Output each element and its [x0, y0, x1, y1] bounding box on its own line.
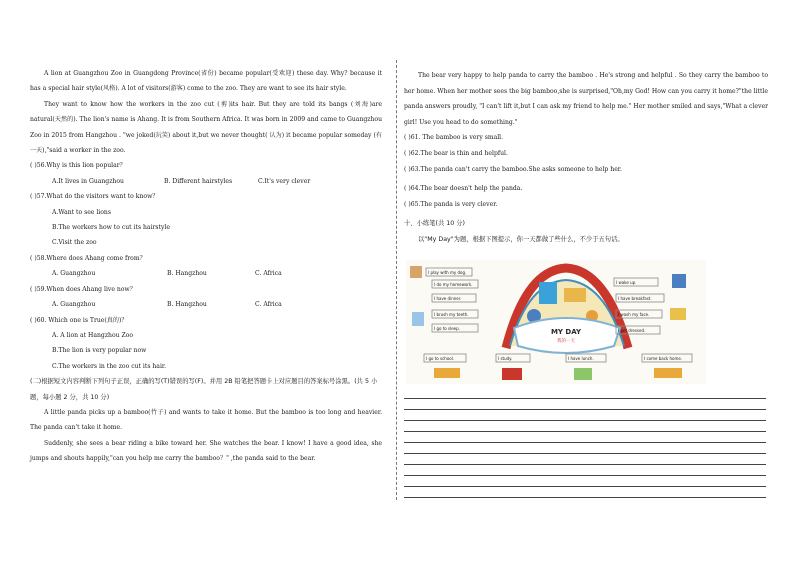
mind-bottom-2: I study. [498, 356, 513, 361]
writing-line[interactable] [404, 487, 766, 498]
bus-home-icon [654, 368, 682, 378]
option-c: C. Africa [255, 301, 282, 309]
mind-left-1: I play with my dog. [428, 270, 467, 275]
column-divider [396, 60, 397, 500]
mind-center-subtitle: 我的一天 [557, 339, 575, 344]
option-b: B. Hangzhou [167, 270, 207, 278]
option-b: B.The lion is very popular now [52, 347, 147, 355]
writing-line[interactable] [404, 454, 766, 465]
mind-map-illustration [406, 260, 706, 384]
option-b: B.The workers how to cut its hairstyle [52, 224, 171, 232]
option-c: C. Africa [255, 270, 282, 278]
passage-panda-p3: The bear very happy to help panda to carry the bamboo . He's strong and helpful . So they carry the bamboo to her home. When her mother sees the big bamboo,she is surprised,"Oh,my God! How can you carry it home?"the little panda answers proudly, "I can't lift it,but I can ask my friend to help me." Her mother smiled and says,"What a clever girl! Use you head to do something." [404, 72, 768, 126]
mind-bottom-1: I go to school. [426, 356, 455, 361]
writing-line[interactable] [404, 443, 766, 454]
question-56-options [52, 174, 382, 189]
mind-left-3: I have dinner. [434, 296, 462, 301]
statement-65: ( )65.The panda is very clever. [404, 200, 498, 208]
writing-line[interactable] [404, 399, 766, 410]
writing-line[interactable] [404, 432, 766, 443]
option-a: A. Guangzhou [52, 301, 96, 309]
statement-64: ( )64.The bear doesn't help the panda. [404, 185, 523, 193]
alarm-clock-icon [672, 274, 686, 288]
breakfast-icon [564, 288, 586, 302]
question-56: ( )56.Why is this lion popular？ [30, 162, 126, 170]
option-c: C.The workers in the zoo cut its hair. [52, 362, 167, 370]
section-10-title: 十、小练笔(共 10 分) [404, 220, 466, 228]
statement-61: ( )61. The bamboo is very small. [404, 134, 504, 142]
mind-left-5: I go to sleep. [434, 326, 460, 331]
mind-bottom-4: I come back home. [644, 356, 683, 361]
passage-panda-p1: A little panda picks up a bamboo(竹子) and wants to take it home. But the bamboo is too long and heavier. The panda can't take it home. [30, 408, 382, 432]
mind-right-3: I wash my face. [618, 312, 650, 317]
question-60: ( )60. Which one is True(真的)？ [30, 316, 128, 324]
option-a: A. A lion at Hangzhou Zoo [52, 331, 134, 339]
writing-line[interactable] [404, 388, 766, 399]
statement-62: ( )62.The bear is thin and helpful. [404, 149, 508, 157]
option-c: C.Visit the zoo [52, 239, 97, 247]
mind-right-4: I get dressed. [618, 328, 646, 333]
statement-63: ( )63.The panda can't carry the bamboo.She asks someone to help her. [404, 165, 622, 173]
writing-line[interactable] [404, 465, 766, 476]
passage-panda-p2: Suddenly, she sees a bear riding a bike toward her. She watches the bear. I know! I have a good idea, she jumps and shouts happily,"can you help me carry the bamboo？" ,the panda said to the bear. [30, 439, 382, 463]
school-bus-icon [434, 368, 460, 378]
bathroom-icon [412, 312, 424, 326]
mind-bottom-3: I have lunch. [568, 356, 594, 361]
lunch-icon [574, 368, 592, 380]
option-a: A.Want to see lions [52, 208, 111, 216]
option-a: A.It lives in Guangzhou [52, 177, 124, 185]
mind-right-1: I wake up. [616, 280, 637, 285]
left-column [30, 66, 382, 467]
question-59-options [52, 297, 382, 312]
mind-center-title: MY DAY [550, 328, 582, 336]
writing-line[interactable] [404, 476, 766, 487]
my-day-mind-map [406, 260, 706, 384]
writing-line[interactable] [404, 410, 766, 421]
question-59: ( )59.When does Ahang live now？ [30, 285, 136, 293]
writing-line[interactable] [404, 421, 766, 432]
option-a: A. Guangzhou [52, 270, 96, 278]
option-c: C.It's very clever [258, 177, 311, 185]
question-57: ( )57.What do the visitors want to know？ [30, 193, 159, 201]
mind-left-2: I do my homework. [434, 282, 473, 287]
question-58-options [52, 266, 382, 281]
writing-prompt: 以"My Day"为题，根据下图提示，你一天都做了些什么，不少于五句话。 [418, 235, 624, 243]
dog-icon [410, 266, 422, 278]
clothes-icon [539, 282, 557, 304]
passage-lion-p2: They want to know how the workers in the zoo cut (剪)its hair. But they are told its bangs (刘海)are natural(天然的). The lion's name is Ahang. It is from Southern Africa. It was born in 2009 and came to Guangzhou Zoo in 2015 from Hangzhou . "we joked(玩笑) about it,but we never thought( 认为) it became popular someday (有一天),"said a worker in the zoo. [30, 100, 382, 155]
writing-lines [404, 388, 766, 498]
option-b: B. Different hairstyles [164, 177, 233, 185]
face-wash-icon [670, 308, 686, 320]
passage-lion-p1: A lion at Guangzhou Zoo in Guangdong Province(省份) became popular(受欢迎) these day. Why? because it has a special hair style(风格). A lot of visitors(游客) come to the zoo. They are want to see its hair style. [30, 70, 382, 93]
mind-left-4: I brush my teeth. [434, 312, 469, 317]
mind-right-2: I have breakfast. [618, 296, 652, 301]
section-2-title: (二)根据短文内容判断下列句子正误，正确的写(T)错误的写(F)。并用 2B 铅笔把答题卡上对应题目的答案标号涂黑。(共 5 小题，每小题 2 分，共 10 分) [30, 378, 378, 401]
right-column [404, 68, 768, 248]
question-58: ( )58.Where does Ahang come from？ [30, 254, 146, 262]
book-icon [502, 368, 522, 380]
option-b: B. Hangzhou [167, 301, 207, 309]
